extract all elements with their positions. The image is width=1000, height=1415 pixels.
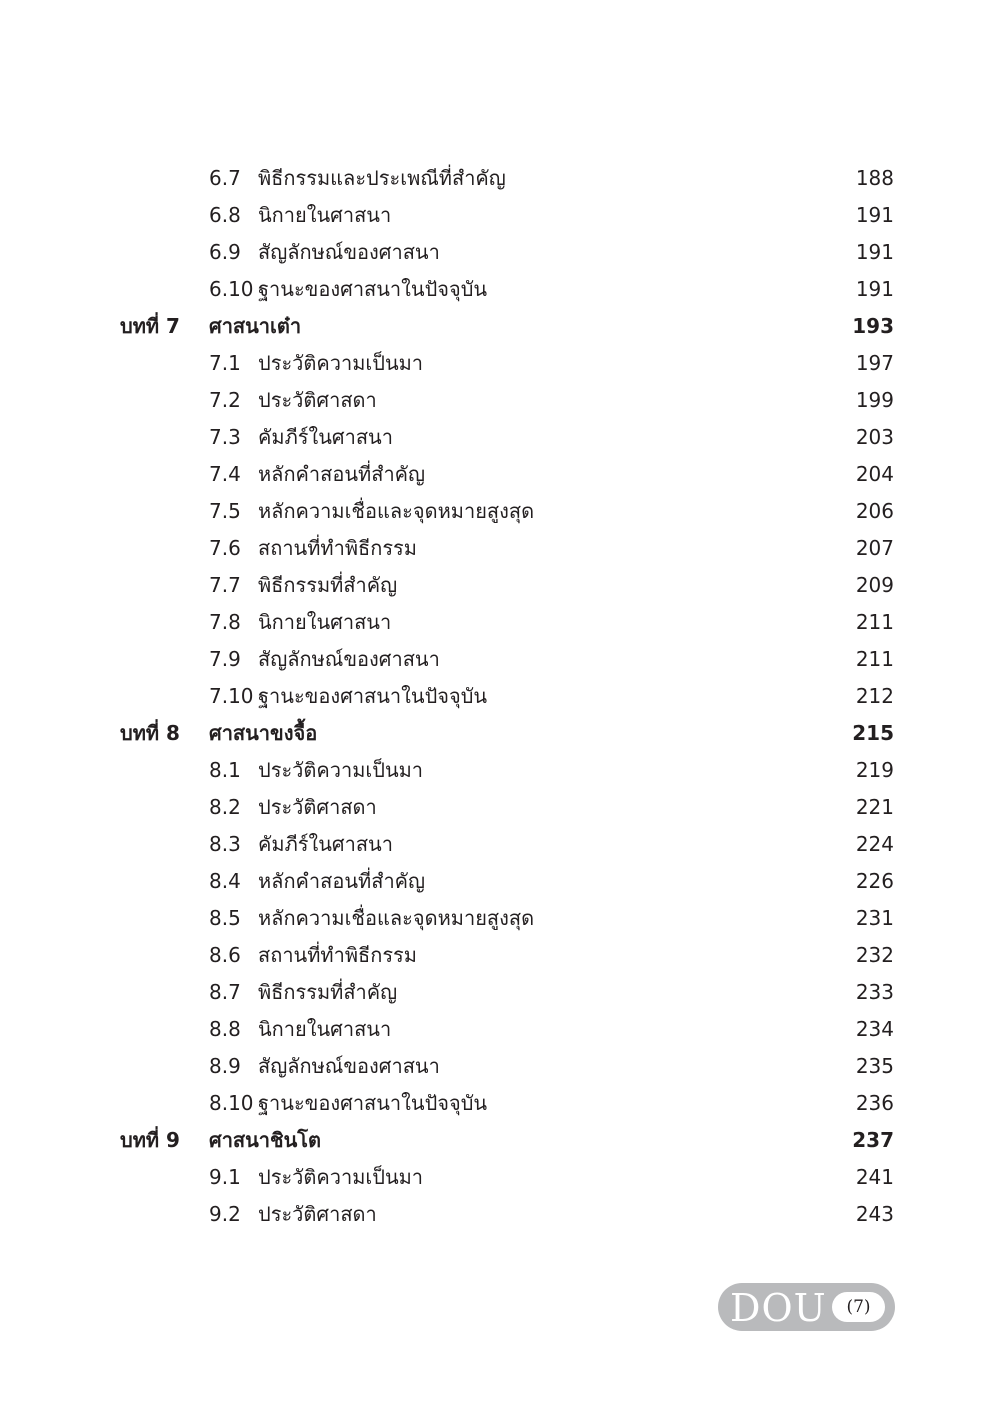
page-ref: 206 (855, 499, 894, 523)
toc-section-row (0, 1159, 1000, 1196)
section-number: 7.5 (209, 499, 241, 523)
page-ref: 197 (855, 351, 894, 375)
section-title: ฐานะของศาสนาในปัจจุบัน (258, 277, 488, 301)
page-ref: 191 (855, 203, 894, 227)
page-ref: 232 (855, 943, 894, 967)
section-number: 7.4 (209, 462, 241, 486)
page-ref: 226 (855, 869, 894, 893)
page-ref: 219 (855, 758, 894, 782)
page-ref: 224 (855, 832, 894, 856)
toc-chapter-row (0, 308, 1000, 345)
section-number: 6.8 (209, 203, 241, 227)
section-title: ประวัติศาสดา (258, 795, 377, 819)
section-title: คัมภีร์ในศาสนา (258, 832, 393, 856)
chapter-label: บทที่ 7 (120, 314, 180, 338)
section-title: นิกายในศาสนา (258, 1017, 392, 1041)
toc-section-row (0, 567, 1000, 604)
toc-section-row (0, 789, 1000, 826)
section-number: 7.9 (209, 647, 241, 671)
section-title: พิธีกรรมที่สำคัญ (258, 980, 398, 1004)
page-number: (7) (832, 1292, 885, 1322)
toc-section-row (0, 419, 1000, 456)
toc-section-row (0, 1085, 1000, 1122)
toc-section-row (0, 530, 1000, 567)
page-ref: 235 (855, 1054, 894, 1078)
page-ref: 236 (855, 1091, 894, 1115)
section-number: 8.3 (209, 832, 241, 856)
page-ref: 215 (852, 721, 894, 745)
section-title: หลักความเชื่อและจุดหมายสูงสุด (258, 906, 535, 930)
section-number: 7.8 (209, 610, 241, 634)
section-title: สัญลักษณ์ของศาสนา (258, 647, 440, 671)
section-number: 8.5 (209, 906, 241, 930)
section-number: 6.9 (209, 240, 241, 264)
toc-chapter-row (0, 715, 1000, 752)
toc-chapter-row (0, 1122, 1000, 1159)
section-number: 7.2 (209, 388, 241, 412)
page-ref: 199 (855, 388, 894, 412)
section-number: 8.6 (209, 943, 241, 967)
toc-section-row (0, 234, 1000, 271)
page-ref: 203 (855, 425, 894, 449)
section-title: ประวัติความเป็นมา (258, 758, 424, 782)
toc-section-row (0, 197, 1000, 234)
page-ref: 241 (855, 1165, 894, 1189)
table-of-contents (0, 160, 1000, 1233)
section-title: สถานที่ทำพิธีกรรม (258, 536, 417, 560)
page-ref: 233 (855, 980, 894, 1004)
chapter-title: ศาสนาเต๋า (209, 314, 302, 338)
section-title: หลักคำสอนที่สำคัญ (258, 462, 426, 486)
page-ref: 191 (855, 277, 894, 301)
section-number: 7.3 (209, 425, 241, 449)
section-number: 7.1 (209, 351, 241, 375)
page-ref: 211 (855, 647, 894, 671)
section-number: 8.9 (209, 1054, 241, 1078)
section-title: สัญลักษณ์ของศาสนา (258, 240, 440, 264)
section-title: นิกายในศาสนา (258, 610, 392, 634)
page-ref: 234 (855, 1017, 894, 1041)
section-title: หลักความเชื่อและจุดหมายสูงสุด (258, 499, 535, 523)
section-number: 7.7 (209, 573, 241, 597)
toc-section-row (0, 641, 1000, 678)
toc-section-row (0, 1011, 1000, 1048)
page-ref: 243 (855, 1202, 894, 1226)
toc-section-row (0, 974, 1000, 1011)
toc-section-row (0, 678, 1000, 715)
page-ref: 211 (855, 610, 894, 634)
section-title: ประวัติศาสดา (258, 1202, 377, 1226)
chapter-label: บทที่ 8 (120, 721, 180, 745)
toc-section-row (0, 826, 1000, 863)
section-number: 9.2 (209, 1202, 241, 1226)
section-title: คัมภีร์ในศาสนา (258, 425, 393, 449)
toc-section-row (0, 1196, 1000, 1233)
chapter-title: ศาสนาขงจื้อ (209, 721, 318, 745)
toc-section-row (0, 456, 1000, 493)
section-title: สัญลักษณ์ของศาสนา (258, 1054, 440, 1078)
section-number: 8.1 (209, 758, 241, 782)
section-title: ประวัติศาสดา (258, 388, 377, 412)
dou-logo: DOU (730, 1286, 827, 1330)
chapter-label: บทที่ 9 (120, 1128, 180, 1152)
section-number: 8.8 (209, 1017, 241, 1041)
toc-section-row (0, 604, 1000, 641)
page-ref: 204 (855, 462, 894, 486)
section-title: พิธีกรรมที่สำคัญ (258, 573, 398, 597)
section-title: ประวัติความเป็นมา (258, 351, 424, 375)
toc-section-row (0, 1048, 1000, 1085)
page-ref: 212 (855, 684, 894, 708)
section-title: ฐานะของศาสนาในปัจจุบัน (258, 1091, 488, 1115)
section-number: 7.10 (209, 684, 254, 708)
footer-page-badge (718, 1283, 895, 1331)
toc-section-row (0, 345, 1000, 382)
toc-section-row (0, 493, 1000, 530)
page-ref: 193 (852, 314, 894, 338)
page-ref: 188 (855, 166, 894, 190)
section-number: 7.6 (209, 536, 241, 560)
toc-section-row (0, 863, 1000, 900)
section-number: 8.7 (209, 980, 241, 1004)
toc-section-row (0, 900, 1000, 937)
section-title: ฐานะของศาสนาในปัจจุบัน (258, 684, 488, 708)
section-title: นิกายในศาสนา (258, 203, 392, 227)
section-title: ประวัติความเป็นมา (258, 1165, 424, 1189)
section-title: หลักคำสอนที่สำคัญ (258, 869, 426, 893)
page-ref: 221 (855, 795, 894, 819)
section-number: 6.7 (209, 166, 241, 190)
chapter-title: ศาสนาชินโต (209, 1128, 322, 1152)
toc-section-row (0, 382, 1000, 419)
toc-section-row (0, 937, 1000, 974)
section-number: 9.1 (209, 1165, 241, 1189)
section-number: 6.10 (209, 277, 254, 301)
section-number: 8.2 (209, 795, 241, 819)
toc-section-row (0, 271, 1000, 308)
page-ref: 231 (855, 906, 894, 930)
page-ref: 191 (855, 240, 894, 264)
section-number: 8.10 (209, 1091, 254, 1115)
toc-section-row (0, 752, 1000, 789)
page-ref: 209 (855, 573, 894, 597)
toc-section-row (0, 160, 1000, 197)
section-title: พิธีกรรมและประเพณีที่สำคัญ (258, 166, 506, 190)
page-ref: 207 (855, 536, 894, 560)
section-title: สถานที่ทำพิธีกรรม (258, 943, 417, 967)
section-number: 8.4 (209, 869, 241, 893)
page-ref: 237 (852, 1128, 894, 1152)
